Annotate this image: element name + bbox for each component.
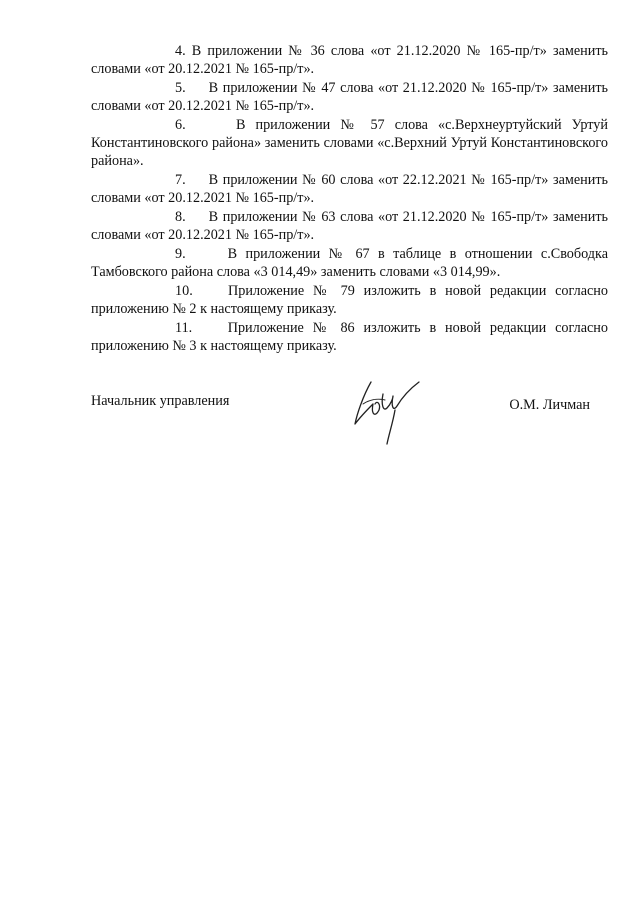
item-text: В приложении № 67 в таблице в отношении с.Свободка Тамбовского района слова «3 014,49» заменить словами «3 014,99». xyxy=(91,246,608,280)
signature-block xyxy=(91,390,608,450)
item-number: 9. xyxy=(175,246,186,262)
item-text: В приложении № 36 слова «от 21.12.2020 № 165-пр/т» заменить словами «от 20.12.2021 № 165-пр/т». xyxy=(91,43,609,77)
item-text: Приложение № 86 изложить в новой редакции согласно приложению № 3 к настоящему приказу. xyxy=(91,320,608,354)
list-item xyxy=(91,116,608,170)
list-item xyxy=(91,79,608,115)
amendment-list xyxy=(91,42,608,356)
list-item xyxy=(91,282,608,318)
item-number: 5. xyxy=(175,80,186,96)
signatory-title: Начальник управления xyxy=(91,393,230,409)
item-text: В приложении № 60 слова «от 22.12.2021 № 165-пр/т» заменить словами «от 20.12.2021 № 165-пр/т». xyxy=(91,172,609,206)
item-number: 6. xyxy=(175,117,186,133)
item-number: 8. xyxy=(175,209,186,225)
signatory-name: О.М. Личман xyxy=(509,397,590,413)
list-item xyxy=(91,319,608,355)
item-number: 11. xyxy=(175,320,193,336)
item-number: 10. xyxy=(175,283,193,299)
handwritten-signature xyxy=(349,374,439,446)
list-item xyxy=(91,245,608,281)
item-number: 4. xyxy=(175,43,186,59)
item-text: В приложении № 57 слова «с.Верхнеуртуйский Уртуй Константиновского района» заменить словами «с.Верхний Уртуй Константиновского района». xyxy=(91,117,608,169)
item-number: 7. xyxy=(175,172,186,188)
item-text: В приложении № 63 слова «от 21.12.2020 № 165-пр/т» заменить словами «от 20.12.2021 № 165-пр/т». xyxy=(91,209,609,243)
list-item xyxy=(91,171,608,207)
item-text: В приложении № 47 слова «от 21.12.2020 № 165-пр/т» заменить словами «от 20.12.2021 № 165-пр/т». xyxy=(91,80,609,114)
list-item xyxy=(91,208,608,244)
item-text: Приложение № 79 изложить в новой редакции согласно приложению № 2 к настоящему приказу. xyxy=(91,283,608,317)
list-item xyxy=(91,42,608,78)
